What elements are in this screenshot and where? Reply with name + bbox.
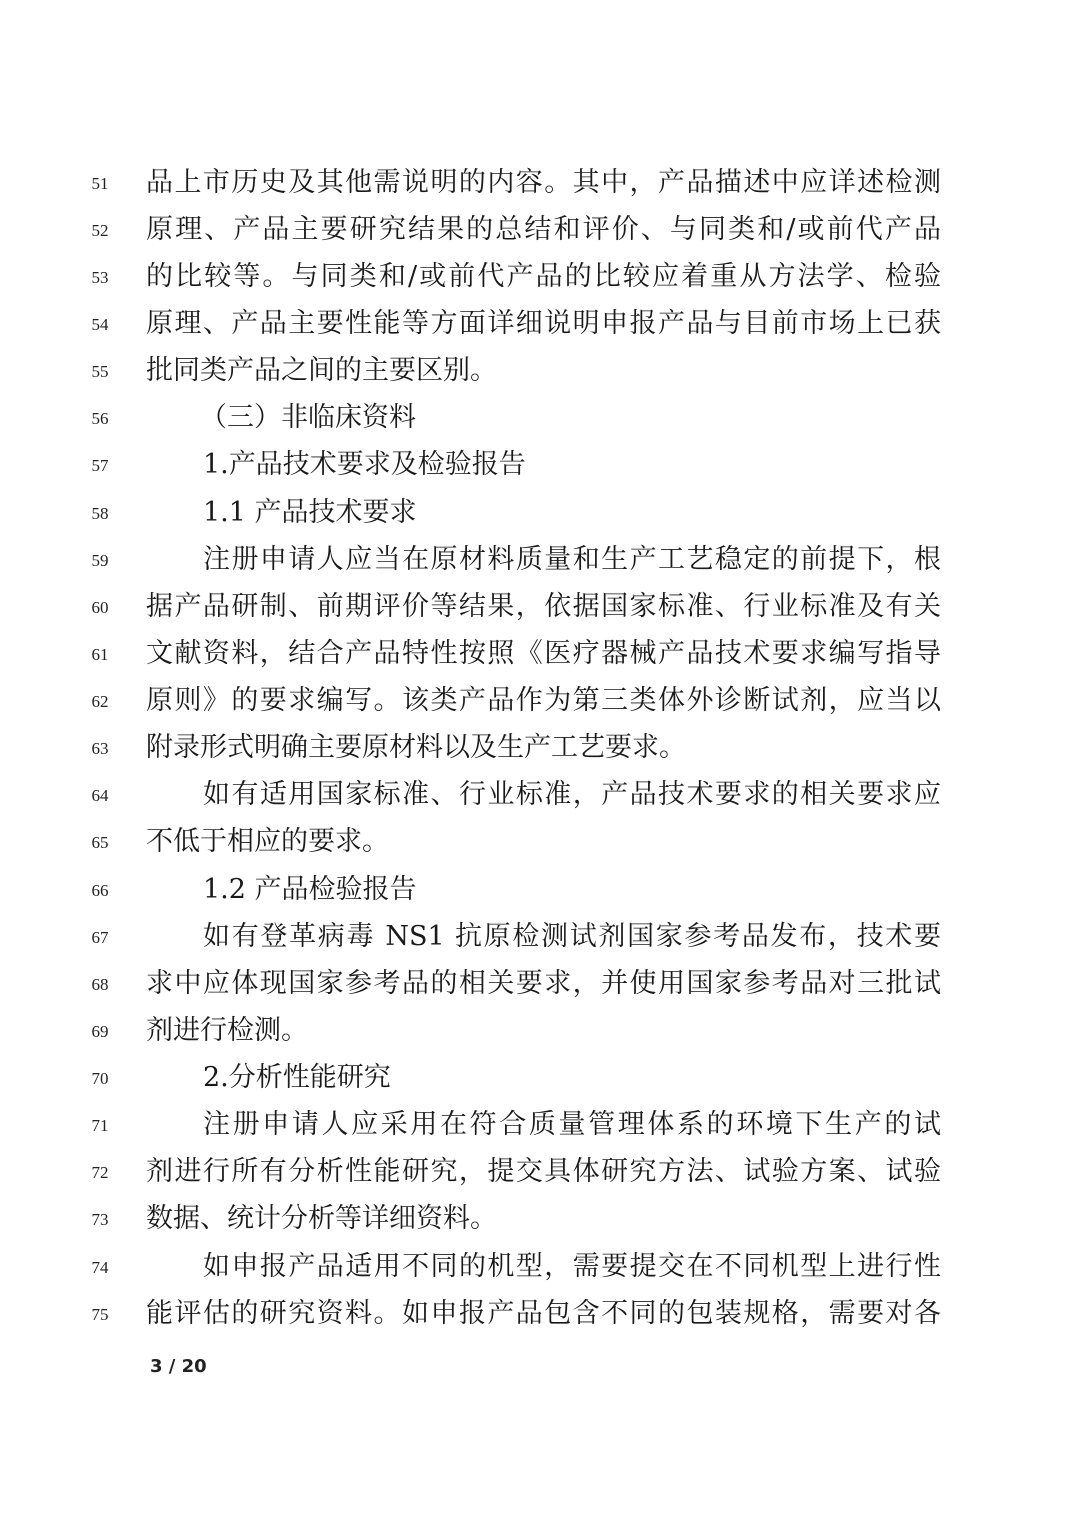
text-line — [0, 207, 1080, 253]
line-text: 品上市历史及其他需说明的内容。其中，产品描述中应详述检测 — [146, 167, 941, 198]
line-number: 75 — [91, 1305, 109, 1324]
line-number: 56 — [91, 409, 109, 428]
line-text: 能评估的研究资料。如申报产品包含不同的包装规格，需要对各 — [146, 1298, 941, 1329]
text-line — [0, 1244, 1080, 1290]
text-line — [0, 254, 1080, 300]
line-number: 73 — [91, 1210, 109, 1229]
line-text: 如有适用国家标准、行业标准，产品技术要求的相关要求应 — [203, 779, 941, 810]
text-line — [0, 1102, 1080, 1148]
subsection-heading: 1.1 产品技术要求 — [203, 497, 417, 528]
line-text: 如有登革病毒 NS1 抗原检测试剂国家参考品发布，技术要 — [203, 921, 941, 952]
line-text: 剂进行所有分析性能研究，提交具体研究方法、试验方案、试验 — [146, 1156, 941, 1187]
line-text: 附录形式明确主要原材料以及生产工艺要求。 — [146, 732, 686, 763]
line-text: 原理、产品主要研究结果的总结和评价、与同类和/或前代产品 — [146, 214, 941, 245]
line-number: 63 — [91, 739, 109, 758]
line-number: 69 — [91, 1022, 109, 1041]
line-text: 原则》的要求编写。该类产品作为第三类体外诊断试剂，应当以 — [146, 685, 941, 716]
text-line — [0, 961, 1080, 1007]
text-line — [0, 725, 1080, 771]
text-line — [0, 537, 1080, 583]
line-text: 的比较等。与同类和/或前代产品的比较应着重从方法学、检验 — [146, 261, 941, 292]
line-number: 51 — [91, 174, 109, 193]
text-line — [0, 584, 1080, 630]
text-line — [0, 1055, 1080, 1101]
line-number: 59 — [91, 551, 109, 570]
text-line — [0, 301, 1080, 347]
text-line — [0, 1291, 1080, 1337]
line-number: 66 — [91, 881, 109, 900]
text-line — [0, 160, 1080, 206]
line-text: 注册申请人应采用在符合质量管理体系的环境下生产的试 — [203, 1109, 941, 1140]
line-number: 67 — [91, 928, 109, 947]
text-line — [0, 772, 1080, 818]
line-number: 65 — [91, 833, 109, 852]
line-number: 58 — [91, 504, 109, 523]
subsection-heading: 2.分析性能研究 — [203, 1062, 391, 1093]
text-line — [0, 490, 1080, 536]
line-text: 数据、统计分析等详细资料。 — [146, 1203, 497, 1234]
text-line — [0, 1196, 1080, 1242]
line-text: 批同类产品之间的主要区别。 — [146, 355, 497, 386]
section-heading: （三）非临床资料 — [200, 402, 416, 433]
line-number: 57 — [91, 456, 109, 475]
line-text: 据产品研制、前期评价等结果，依据国家标准、行业标准及有关 — [146, 591, 941, 622]
subsection-heading: 1.2 产品检验报告 — [203, 874, 417, 905]
line-text: 文献资料，结合产品特性按照《医疗器械产品技术要求编写指导 — [146, 638, 941, 669]
text-line — [0, 631, 1080, 677]
line-text: 原理、产品主要性能等方面详细说明申报产品与目前市场上已获 — [146, 308, 941, 339]
text-line — [0, 867, 1080, 913]
line-number: 70 — [91, 1069, 109, 1088]
page-number: 3 / 20 — [150, 1356, 207, 1377]
line-text: 剂进行检测。 — [146, 1015, 308, 1046]
line-number: 62 — [91, 692, 109, 711]
line-number: 68 — [91, 975, 109, 994]
line-number: 60 — [91, 598, 109, 617]
line-text: 注册申请人应当在原材料质量和生产工艺稳定的前提下，根 — [203, 544, 941, 575]
line-number: 61 — [91, 645, 109, 664]
line-number: 72 — [91, 1163, 109, 1182]
line-number: 55 — [91, 362, 109, 381]
line-number: 71 — [91, 1116, 109, 1135]
line-text: 不低于相应的要求。 — [146, 826, 389, 857]
text-line — [0, 1008, 1080, 1054]
line-number: 74 — [91, 1258, 109, 1277]
line-number: 54 — [91, 315, 109, 334]
line-number: 52 — [91, 221, 109, 240]
subsection-heading: 1.产品技术要求及检验报告 — [203, 449, 526, 480]
line-text: 求中应体现国家参考品的相关要求，并使用国家参考品对三批试 — [146, 968, 941, 999]
text-line — [0, 1149, 1080, 1195]
line-number: 53 — [91, 268, 109, 287]
line-text: 如申报产品适用不同的机型，需要提交在不同机型上进行性 — [203, 1251, 941, 1282]
text-line — [0, 914, 1080, 960]
line-number: 64 — [91, 786, 109, 805]
text-line — [0, 678, 1080, 724]
text-line — [0, 819, 1080, 865]
text-line — [0, 348, 1080, 394]
text-line — [0, 395, 1080, 441]
text-line — [0, 442, 1080, 488]
